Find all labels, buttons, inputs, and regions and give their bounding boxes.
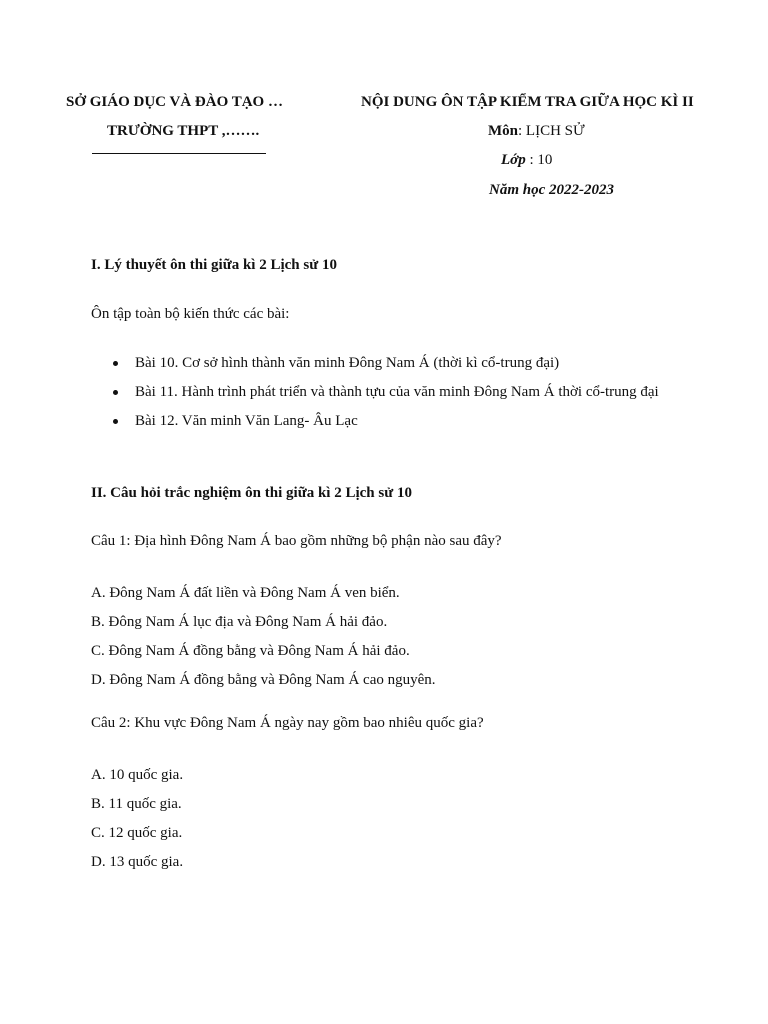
class-value: : 10 [525, 152, 553, 168]
section-1-intro: Ôn tập toàn bộ kiến thức các bài: [91, 306, 290, 322]
answer-option: C. 12 quốc gia. [91, 825, 183, 841]
document-title: NỘI DUNG ÔN TẬP KIỂM TRA GIỮA HỌC KÌ II [361, 94, 694, 110]
bullet-icon [113, 390, 118, 395]
answer-option: D. 13 quốc gia. [91, 854, 184, 870]
list-item-text: Bài 10. Cơ sở hình thành văn minh Đông Nam Á (thời kì cổ-trung đại) [135, 355, 560, 371]
question-2: Câu 2: Khu vực Đông Nam Á ngày nay gồm bao nhiêu quốc gia? [91, 715, 484, 731]
bullet-icon [113, 419, 118, 424]
bullet-icon [113, 361, 118, 366]
subject-line [488, 123, 585, 140]
question-2-options [91, 761, 183, 877]
list-item-text: Bài 12. Văn minh Văn Lang- Âu Lạc [135, 413, 358, 429]
answer-option: D. Đông Nam Á đồng bằng và Đông Nam Á cao nguyên. [91, 672, 436, 688]
answer-option: A. 10 quốc gia. [91, 767, 184, 783]
lesson-list [91, 349, 671, 436]
subject-label: Môn [488, 123, 518, 139]
list-item [91, 378, 671, 407]
question-1: Câu 1: Địa hình Đông Nam Á bao gồm những bộ phận nào sau đây? [91, 533, 502, 549]
answer-option: B. Đông Nam Á lục địa và Đông Nam Á hải đảo. [91, 614, 388, 630]
year-value: 2022-2023 [545, 182, 614, 198]
school-name: TRƯỜNG THPT ,……. [107, 123, 260, 139]
class-line [501, 152, 552, 169]
class-label: Lớp [501, 152, 526, 168]
list-item [91, 349, 671, 378]
list-item-text: Bài 11. Hành trình phát triển và thành tựu của văn minh Đông Nam Á thời cổ-trung đại [135, 384, 659, 400]
list-item [91, 407, 671, 436]
department-name: SỞ GIÁO DỤC VÀ ĐÀO TẠO … [66, 94, 283, 110]
answer-option: B. 11 quốc gia. [91, 796, 182, 812]
answer-option: C. Đông Nam Á đồng bằng và Đông Nam Á hải đảo. [91, 643, 410, 659]
section-2-title: II. Câu hỏi trắc nghiệm ôn thi giữa kì 2 Lịch sử 10 [91, 485, 412, 501]
year-label: Năm học [489, 182, 546, 198]
question-1-options [91, 579, 436, 695]
header-underline [92, 153, 266, 154]
section-1-title: I. Lý thuyết ôn thi giữa kì 2 Lịch sử 10 [91, 257, 337, 273]
answer-option: A. Đông Nam Á đất liền và Đông Nam Á ven biển. [91, 585, 400, 601]
school-year-line [489, 182, 614, 199]
subject-value: : LỊCH SỬ [518, 123, 585, 139]
